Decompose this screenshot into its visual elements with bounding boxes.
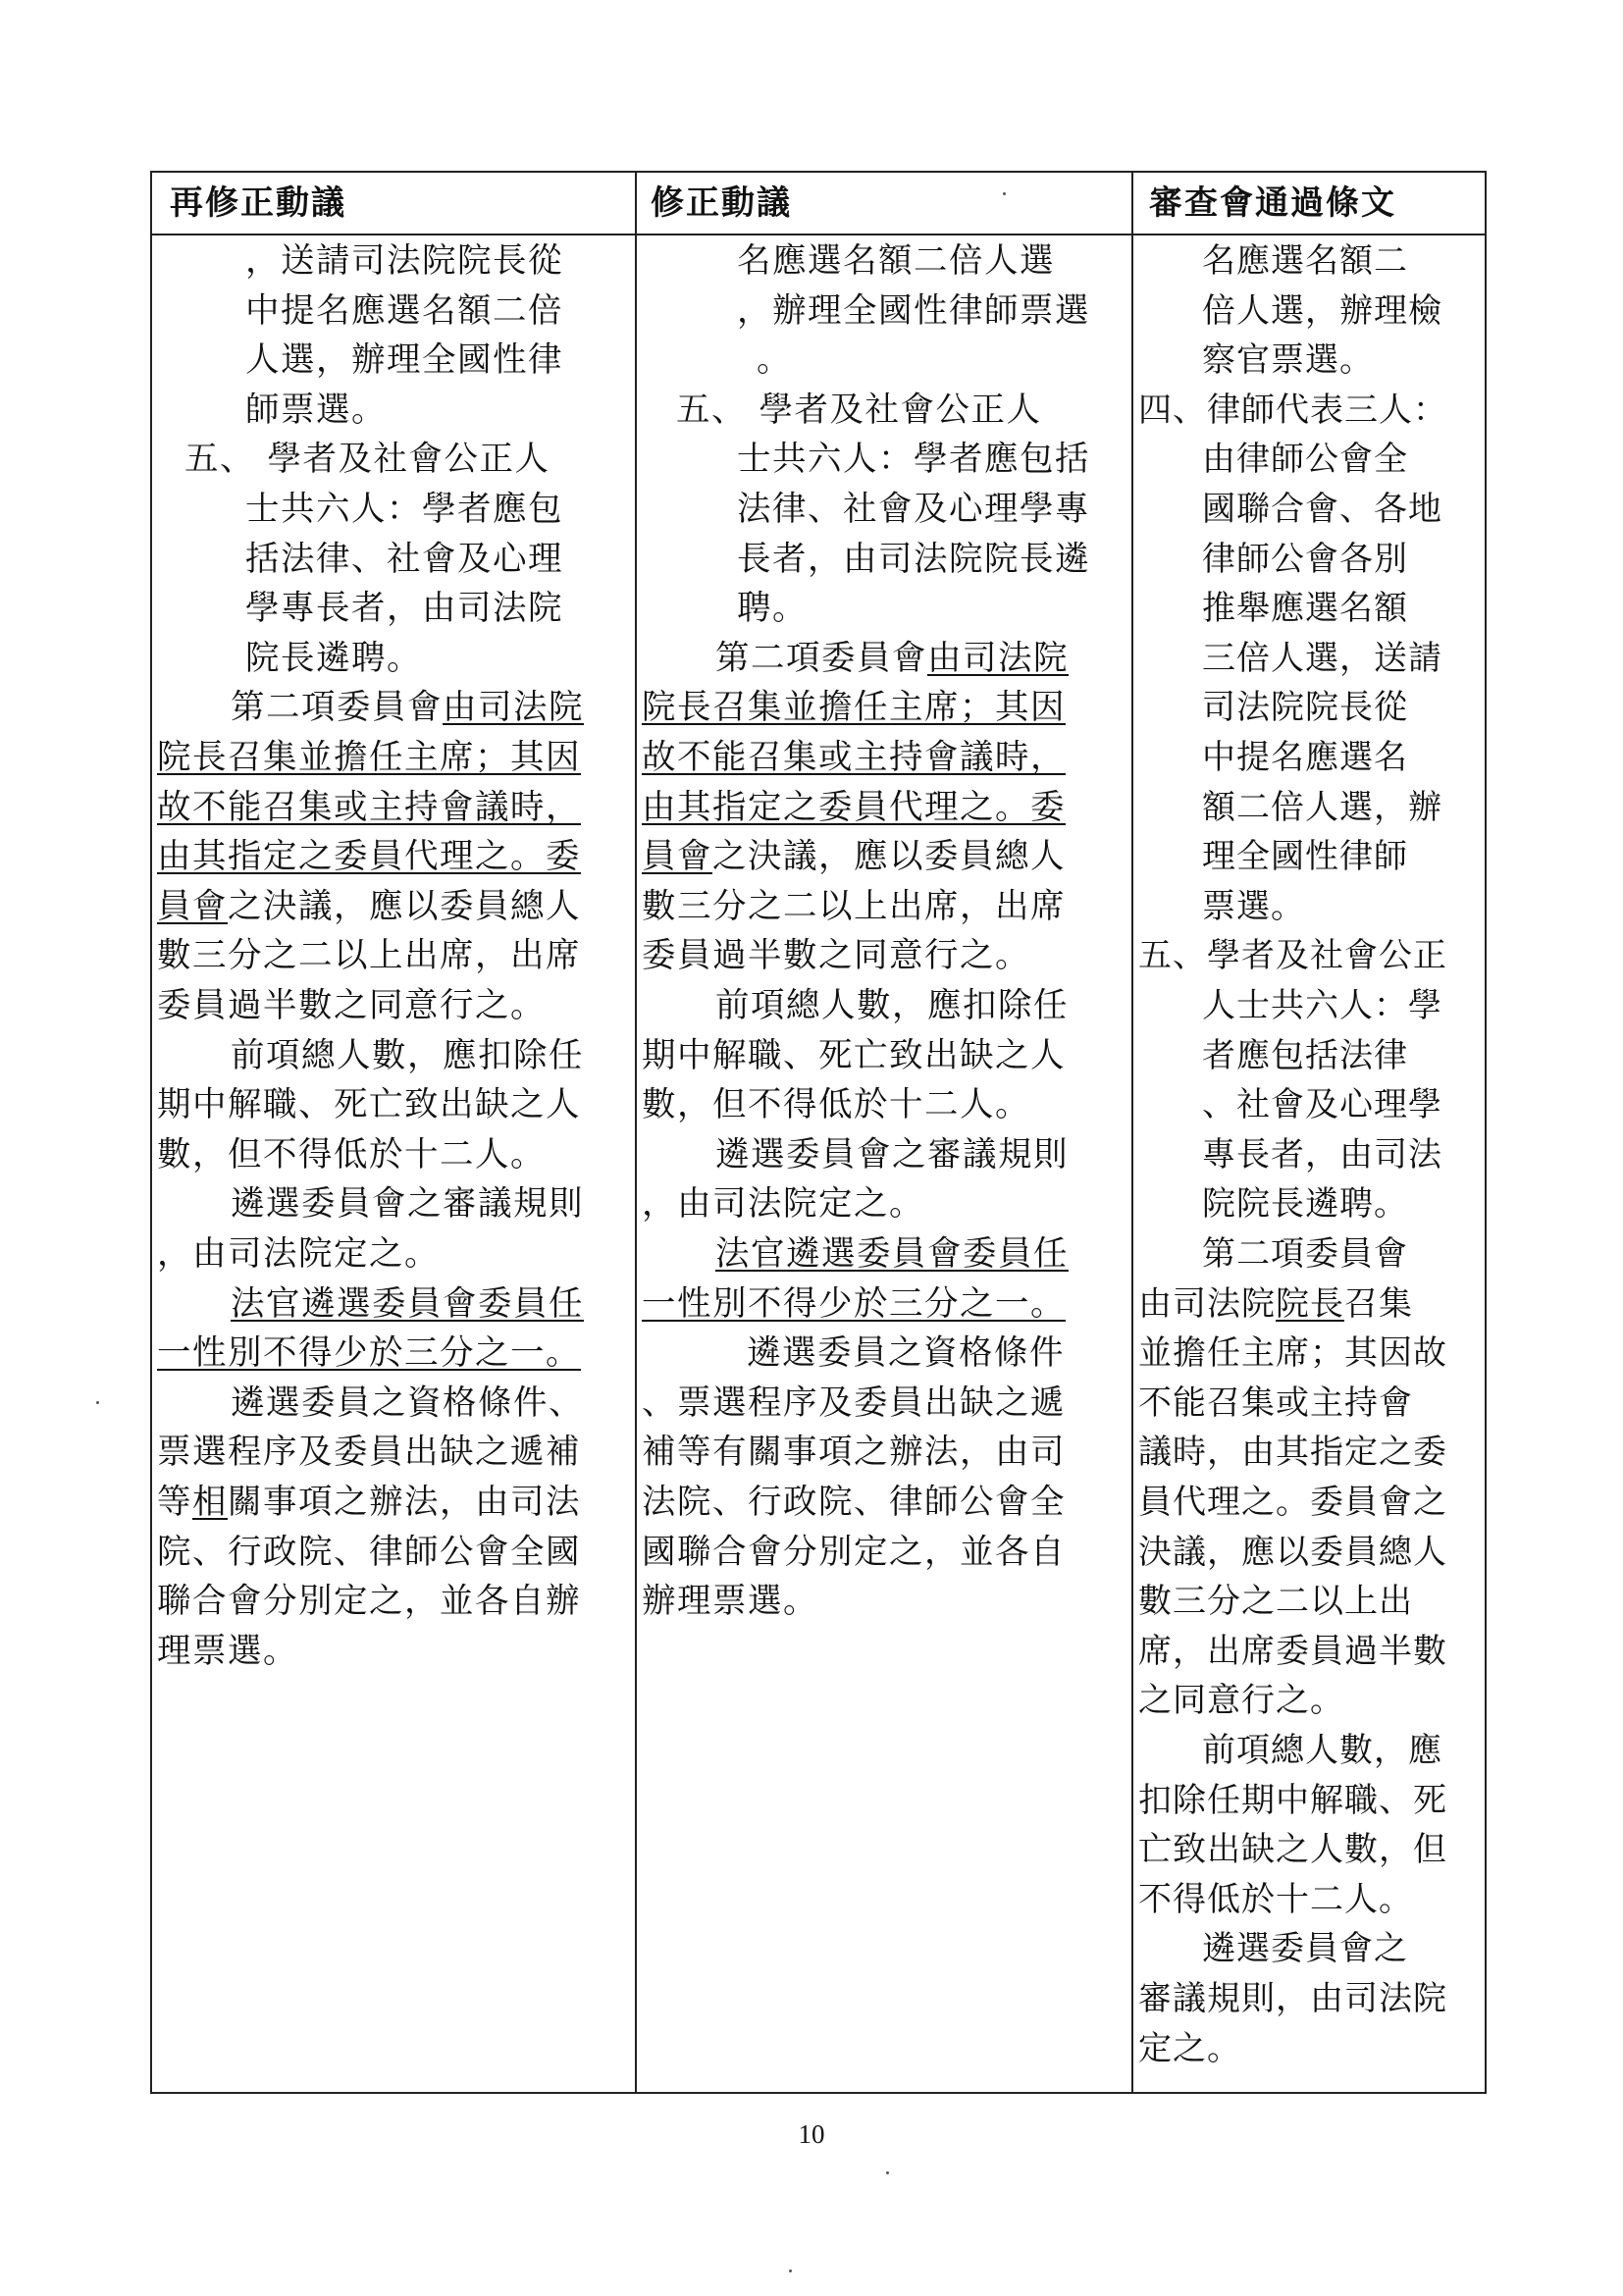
column-divider [635, 173, 637, 2092]
text-segment: 員會 [157, 886, 228, 926]
text-line: 倍人選，辦理檢 [1202, 290, 1442, 331]
text-line: 中提名應選名 [1202, 738, 1408, 777]
text-line: 亡致出缺之人數，但 [1138, 1830, 1447, 1870]
text-line: 扣除任期中解職、死 [1138, 1780, 1447, 1820]
text-line: 國聯合會、各地 [1202, 490, 1442, 529]
text-line: 五、 學者及社會公正人 [184, 440, 550, 480]
text-line: 前項總人數，應扣除任 [231, 1035, 584, 1075]
text-line: 四、律師代表三人： [1138, 390, 1447, 430]
text-line: 遴選委員會之 [1202, 1929, 1408, 1969]
text-line: 由其指定之委員代理之。委 [157, 837, 581, 877]
text-line: 三倍人選，送請 [1202, 638, 1442, 678]
text-line [715, 639, 1069, 678]
text-segment: 第二項委員會 [715, 638, 927, 678]
text-line: 委員過半數之同意行之。 [157, 986, 546, 1025]
text-segment: 相 [192, 1483, 228, 1522]
text-line: 一性別不得少於三分之一。 [642, 1283, 1066, 1324]
text-line: 名應選名額二倍人選 [737, 241, 1055, 281]
text-line: 理全國性律師 [1202, 837, 1408, 877]
text-segment: 召集 [1344, 1283, 1413, 1324]
text-line: 士共六人：學者應包括 [737, 440, 1090, 480]
text-segment: 由司法院 [443, 688, 584, 728]
amendment-comparison-table [150, 171, 1487, 2094]
header-re-amendment: 再修正動議 [170, 183, 346, 223]
text-line: 法律、社會及心理學專 [737, 490, 1090, 529]
text-line: 由律師公會全 [1202, 440, 1408, 480]
text-segment: 員會 [642, 837, 712, 877]
text-line: 律師公會各別 [1202, 539, 1408, 579]
text-line: 國聯合會分別定之，並各自 [642, 1532, 1066, 1572]
header-amendment: 修正動議 [651, 183, 792, 223]
text-segment: 由司法院 [1138, 1283, 1276, 1324]
text-line: ，由司法院定之。 [642, 1184, 924, 1225]
text-line: 師票選。 [245, 390, 387, 430]
text-line: 括法律、社會及心理 [245, 539, 563, 579]
text-line: 遴選委員會之審議規則 [231, 1184, 584, 1225]
text-line: 院長召集並擔任主席；其因 [157, 738, 581, 777]
text-line: 之同意行之。 [1138, 1681, 1344, 1721]
table-header-row [152, 173, 1485, 235]
text-segment: 等 [157, 1483, 192, 1522]
text-line: 理票選。 [157, 1631, 298, 1671]
scan-speck [96, 1401, 99, 1404]
text-segment: 院長 [1276, 1283, 1344, 1324]
text-line: 名應選名額二 [1202, 241, 1408, 281]
header-committee-passed-text: 審查會通過條文 [1149, 183, 1396, 223]
text-line: 期中解職、死亡致出缺之人 [157, 1085, 581, 1125]
text-line: 推舉應選名額 [1202, 589, 1408, 629]
text-line [157, 887, 581, 926]
text-line: 額二倍人選，辦 [1202, 787, 1442, 827]
text-line: 者應包括法律 [1202, 1035, 1408, 1075]
text-line: 審議規則，由司法院 [1138, 1979, 1447, 2018]
text-segment: 關事項之辦法，由司法 [228, 1483, 581, 1522]
text-segment: 之決議，應以委員總人 [228, 886, 581, 926]
text-line [642, 837, 1066, 876]
text-line: 聘。 [737, 589, 808, 629]
text-line: 數，但不得低於十二人。 [642, 1085, 1030, 1125]
text-line: 故不能召集或主持會議時， [157, 787, 581, 827]
text-line: 法官遴選委員會委員任 [231, 1283, 584, 1324]
text-line: 五、 學者及社會公正人 [676, 390, 1042, 430]
text-line: 長者，由司法院院長遴 [737, 539, 1090, 579]
text-line: 中提名應選名額二倍 [245, 290, 563, 331]
text-line: 專長者，由司法 [1202, 1134, 1442, 1174]
page-number: 10 [798, 2119, 825, 2149]
text-line: 遴選委員之資格條件 [747, 1333, 1065, 1374]
text-line: 由其指定之委員代理之。委 [642, 787, 1066, 827]
text-line: 定之。 [1138, 2028, 1241, 2068]
text-line [157, 1483, 581, 1522]
text-line: 數三分之二以上出 [1138, 1582, 1413, 1622]
text-line: 。 [757, 340, 792, 381]
text-line: 票選。 [1202, 886, 1305, 926]
text-line: 學專長者，由司法院 [245, 589, 563, 629]
text-line: 法官遴選委員會委員任 [715, 1234, 1069, 1274]
text-line: 察官票選。 [1202, 340, 1374, 381]
column-divider [1131, 173, 1133, 2092]
text-line: 辦理票選。 [642, 1582, 818, 1622]
text-line: 第二項委員會 [1202, 1234, 1408, 1274]
text-line: 士共六人：學者應包 [245, 490, 563, 529]
text-line: 票選程序及委員出缺之遞補 [157, 1433, 581, 1473]
text-line: 期中解職、死亡致出缺之人 [642, 1035, 1066, 1075]
text-line: 遴選委員之資格條件、 [231, 1383, 584, 1423]
text-line: ，由司法院定之。 [157, 1234, 440, 1274]
text-line: 前項總人數，應扣除任 [715, 986, 1069, 1025]
text-line: 席，出席委員過半數 [1138, 1631, 1447, 1671]
text-line: 人士共六人：學 [1202, 986, 1442, 1025]
text-segment: 第二項委員會 [231, 688, 443, 728]
text-line: 遴選委員會之審議規則 [715, 1134, 1069, 1174]
text-line: 數，但不得低於十二人。 [157, 1134, 546, 1174]
scan-speck [1003, 192, 1006, 195]
text-line: 一性別不得少於三分之一。 [157, 1333, 581, 1374]
text-line: 、社會及心理學 [1202, 1085, 1442, 1125]
text-line: 院院長遴聘。 [1202, 1184, 1408, 1225]
text-line: 人選，辦理全國性律 [245, 340, 563, 381]
text-line: 前項總人數，應 [1202, 1731, 1442, 1770]
scan-speck [789, 2270, 792, 2272]
text-line [1138, 1284, 1413, 1324]
text-line: 不能召集或主持會 [1138, 1383, 1413, 1423]
text-line: ，送請司法院院長從 [245, 241, 563, 281]
text-segment: 由司法院 [927, 638, 1069, 678]
text-line: 不得低於十二人。 [1138, 1879, 1413, 1919]
text-line: 決議，應以委員總人 [1138, 1532, 1447, 1572]
text-line: 院、行政院、律師公會全國 [157, 1532, 581, 1572]
text-line: 補等有關事項之辦法，由司 [642, 1433, 1066, 1473]
text-line: 院長遴聘。 [245, 638, 422, 678]
text-line [231, 688, 584, 727]
text-line: 數三分之二以上出席，出席 [642, 886, 1066, 926]
text-line: 聯合會分別定之，並各自辦 [157, 1582, 581, 1622]
text-line: 委員過半數之同意行之。 [642, 936, 1030, 976]
text-line: 院長召集並擔任主席；其因 [642, 688, 1066, 728]
text-segment: 之決議，應以委員總人 [712, 837, 1066, 877]
text-line: 議時，由其指定之委 [1138, 1433, 1447, 1473]
text-line: 法院、行政院、律師公會全 [642, 1483, 1066, 1522]
text-line: 、票選程序及委員出缺之遞 [642, 1383, 1066, 1423]
scan-speck [886, 2171, 889, 2174]
text-line: 並擔任主席；其因故 [1138, 1333, 1447, 1374]
text-line: 故不能召集或主持會議時， [642, 738, 1066, 777]
text-line: 數三分之二以上出席，出席 [157, 936, 581, 976]
text-line: 員代理之。委員會之 [1138, 1483, 1447, 1522]
text-line: ，辦理全國性律師票選 [737, 290, 1090, 331]
text-line: 五、學者及社會公正 [1138, 936, 1447, 976]
text-line: 司法院院長從 [1202, 688, 1408, 728]
